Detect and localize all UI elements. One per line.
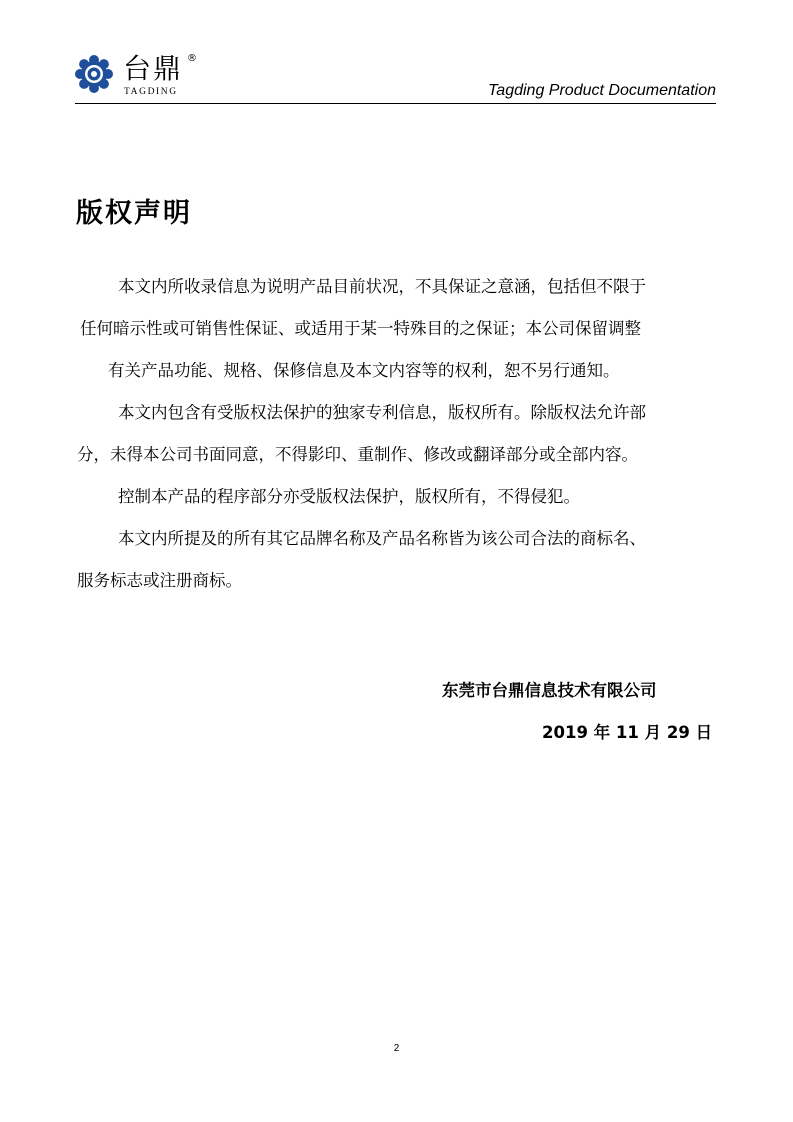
paragraph-line-7: 本文内所提及的所有其它品牌名称及产品名称皆为该公司合法的商标名、 <box>118 529 646 548</box>
page-number: 2 <box>393 1043 400 1054</box>
paragraph-line-2: 任何暗示性或可销售性保证、或适用于某一特殊目的之保证；本公司保留调整 <box>80 319 641 338</box>
page-header <box>75 52 716 104</box>
paragraph-line-6: 控制本产品的程序部分亦受版权法保护，版权所有，不得侵犯。 <box>118 487 580 506</box>
company-logo <box>75 52 205 100</box>
logo-emblem-icon <box>75 55 113 93</box>
paragraph-line-4: 本文内包含有受版权法保护的独家专利信息，版权所有。除版权法允许部 <box>118 403 646 422</box>
paragraph-line-5: 分，未得本公司书面同意，不得影印、重制作、修改或翻译部分或全部内容。 <box>77 445 638 464</box>
logo-english-name: TAGDING <box>124 87 178 97</box>
paragraph-line-3: 有关产品功能、规格、保修信息及本文内容等的权利，恕不另行通知。 <box>108 361 620 380</box>
signature-company: 东莞市台鼎信息技术有限公司 <box>442 681 657 700</box>
signature-date: 2019 年 11 月 29 日 <box>542 723 713 742</box>
paragraph-line-8: 服务标志或注册商标。 <box>77 571 242 590</box>
paragraph-line-1: 本文内所收录信息为说明产品目前状况，不具保证之意涵，包括但不限于 <box>118 277 646 296</box>
page-title: 版权声明 <box>76 198 192 229</box>
logo-chinese-name: 台鼎 <box>123 52 184 85</box>
header-document-series: Tagding Product Documentation <box>488 82 716 99</box>
header-divider <box>75 103 716 104</box>
logo-registered-mark: ® <box>187 53 197 64</box>
